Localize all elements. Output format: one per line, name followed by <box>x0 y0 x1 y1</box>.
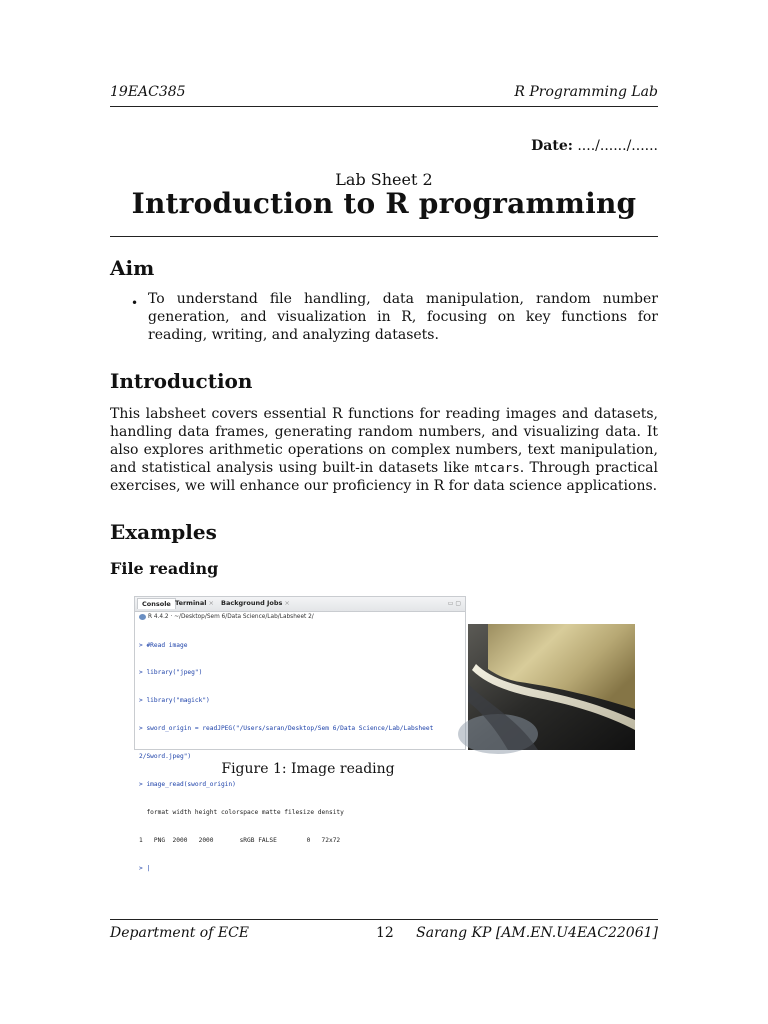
tab-background-jobs: Background Jobs × <box>221 599 290 607</box>
console-line: > #Read image <box>139 641 188 649</box>
console-line: format width height colorspace matte filesize density <box>139 808 344 816</box>
r-logo-icon <box>139 614 146 620</box>
console-line: > sword_origin = readJPEG("/Users/saran/Desktop/Sem 6/Data Science/Lab/Labsheet <box>139 725 434 733</box>
file-reading-heading: File reading <box>110 559 219 578</box>
tab-terminal: Terminal × <box>175 599 214 607</box>
console-line: > library("magick") <box>139 697 210 705</box>
footer-author: Sarang KP [AM.EN.U4EAC22061] <box>416 925 658 941</box>
aim-heading: Aim <box>110 256 155 280</box>
intro-text-part2: . Through practical exercises, we will enhance our proficiency in R for data science applications. <box>110 460 658 494</box>
footer-rule <box>110 919 658 920</box>
tab-console: Console <box>137 598 176 609</box>
console-prompt: > | <box>139 864 151 872</box>
introduction-paragraph <box>110 405 658 495</box>
page-title: Introduction to R programming <box>131 187 637 220</box>
console-line: > image_read(sword_origin) <box>139 781 236 789</box>
window-buttons-icon: ▭ ▢ <box>447 600 461 607</box>
page-number: 12 <box>376 925 394 941</box>
close-icon: × <box>284 599 290 607</box>
header-rule <box>110 106 658 107</box>
date-value: ..../....../...... <box>577 138 658 154</box>
date-line <box>531 138 658 154</box>
aim-bullet-text: To understand file handling, data manipulation, random number generation, and visualization in R, focusing on key functions for reading, writing, and analyzing datasets. <box>148 291 658 343</box>
console-output <box>135 622 465 892</box>
intro-code-mtcars: mtcars <box>474 460 520 475</box>
bullet-icon: • <box>131 296 139 310</box>
console-path: R 4.4.2 · ~/Desktop/Sem 6/Data Science/Lab/Labsheet 2/ <box>148 614 314 620</box>
sword-photo <box>468 624 635 750</box>
console-line: > library("jpeg") <box>139 669 203 677</box>
console-line: 2/Sword.jpeg") <box>139 753 192 761</box>
title-rule <box>110 236 658 237</box>
close-icon: × <box>208 599 214 607</box>
console-line: 1 PNG 2000 2000 sRGB FALSE 0 72x72 <box>139 836 341 844</box>
date-label: Date: <box>531 138 573 154</box>
header-lab-name: R Programming Lab <box>514 84 658 100</box>
figure-caption: Figure 1: Image reading <box>221 761 395 777</box>
footer-department: Department of ECE <box>110 925 250 941</box>
console-path-bar <box>135 612 465 622</box>
header-course-code: 19EAC385 <box>110 84 186 100</box>
introduction-heading: Introduction <box>110 369 253 393</box>
examples-heading: Examples <box>110 520 217 544</box>
intro-text-part1: This labsheet covers essential R functions for reading images and datasets, handling data frames, generating random numbers, and visualizing data. It also explores arithmetic operations on complex numbers, text manipulation, and statistical analysis using built-in datasets like <box>110 406 658 476</box>
sword-image-icon <box>468 624 635 750</box>
console-tab-bar <box>135 597 465 612</box>
lab-sheet-number: Lab Sheet 2 <box>335 170 433 189</box>
